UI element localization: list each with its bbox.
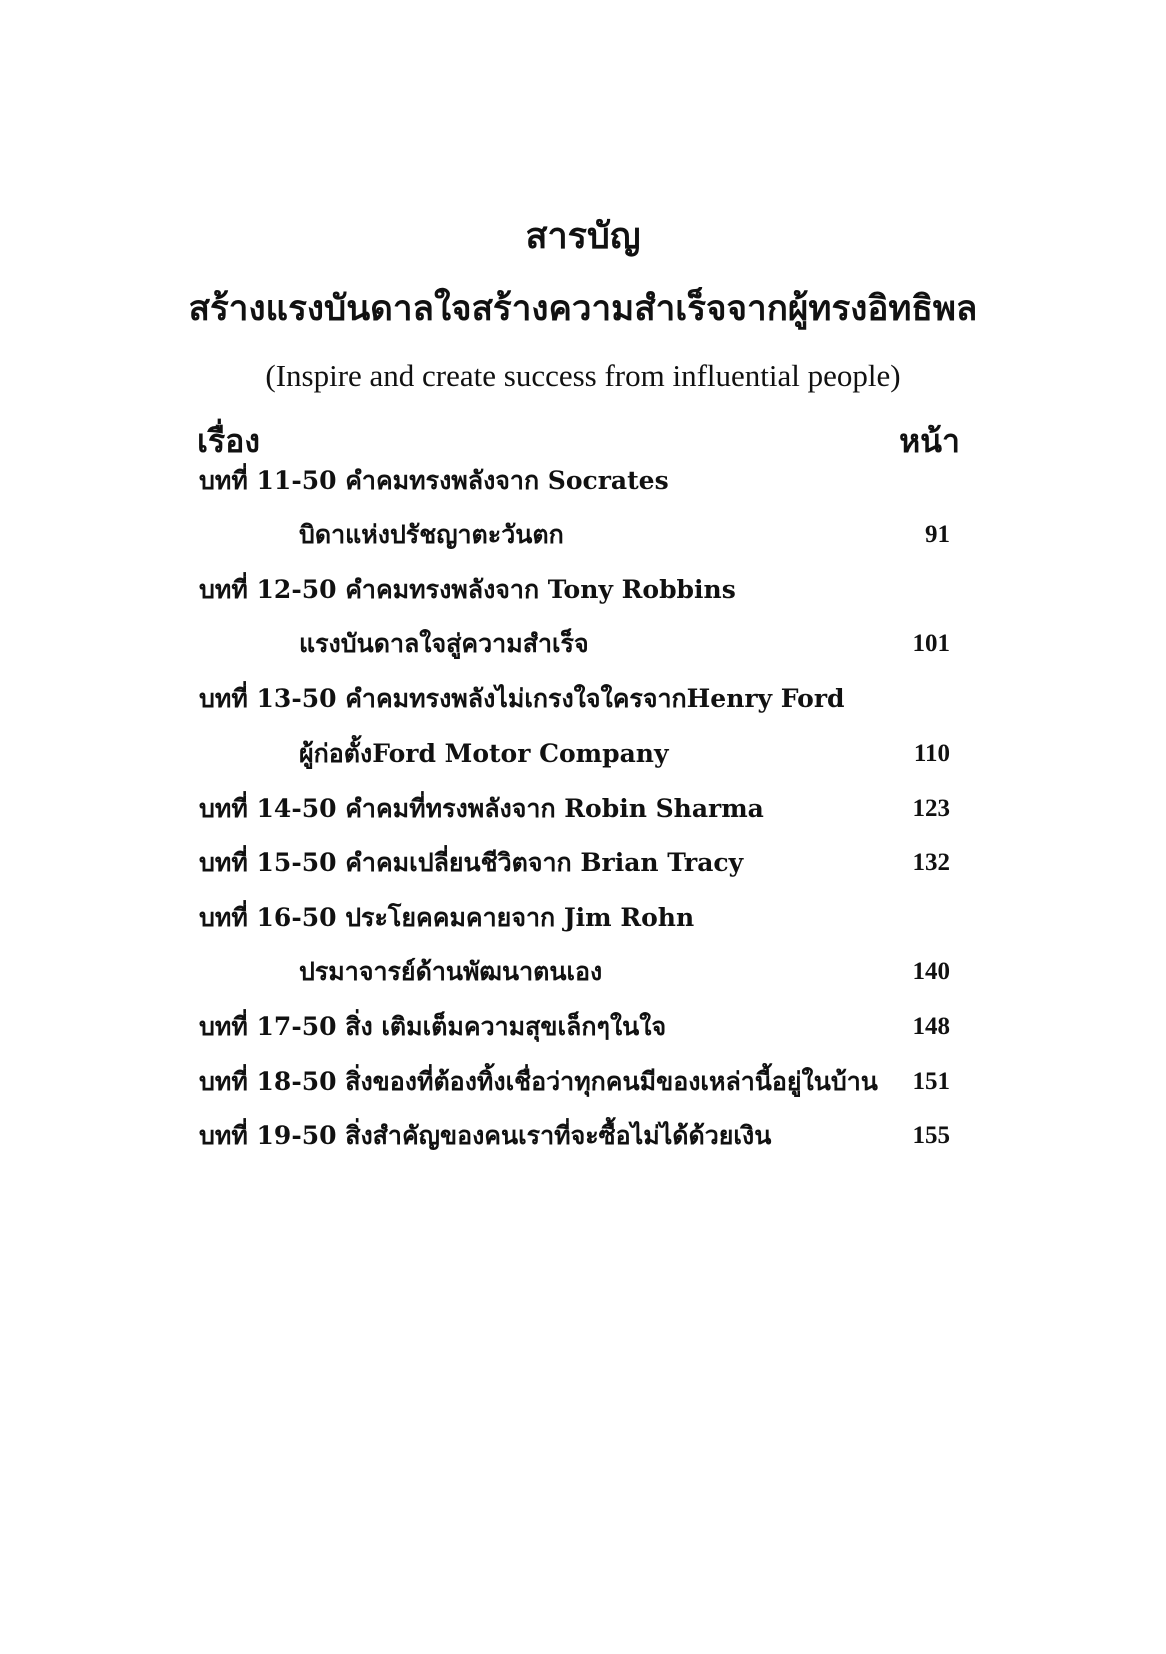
english-subtitle: (Inspire and create success from influential people) — [265, 358, 901, 393]
toc-entry — [0, 898, 1166, 938]
page-title: สารบัญ — [525, 215, 641, 257]
toc-entry-page: 140 — [912, 958, 950, 985]
toc-entry-text: บทที่ 14-50 คำคมที่ทรงพลังจาก Robin Sharma — [199, 794, 764, 823]
page-column-header: หน้า — [899, 422, 960, 460]
toc-entry-text: แรงบันดาลใจสู่ความสำเร็จ — [299, 629, 589, 658]
toc-entry-page: 155 — [912, 1122, 950, 1149]
toc-entry-page: 91 — [925, 521, 950, 548]
toc-entry-page: 132 — [912, 849, 950, 876]
toc-entry — [0, 515, 1166, 555]
toc-entry-page: 151 — [912, 1068, 950, 1095]
toc-entry — [0, 734, 1166, 774]
toc-entry-text: บทที่ 18-50 สิ่งของที่ต้องทิ้งเชื่อว่าทุกคนมีของเหล่านี้อยู่ในบ้าน — [199, 1067, 878, 1096]
toc-entry — [0, 843, 1166, 883]
toc-entry — [0, 461, 1166, 501]
toc-entry-text: บทที่ 15-50 คำคมเปลี่ยนชีวิตจาก Brian Tracy — [199, 848, 744, 877]
toc-entry-text: ปรมาจารย์ด้านพัฒนาตนเอง — [299, 957, 603, 986]
toc-entry — [0, 1116, 1166, 1156]
toc-entry-page: 101 — [912, 630, 950, 657]
toc-entry — [0, 1007, 1166, 1047]
toc-entry — [0, 679, 1166, 719]
toc-entry — [0, 624, 1166, 664]
toc-entry-page: 148 — [912, 1013, 950, 1040]
toc-entry-text: บทที่ 12-50 คำคมทรงพลังจาก Tony Robbins — [199, 575, 736, 604]
toc-entry — [0, 789, 1166, 829]
toc-entry — [0, 570, 1166, 610]
toc-entry — [0, 1062, 1166, 1102]
toc-entry-text: บิดาแห่งปรัชญาตะวันตก — [299, 520, 564, 549]
toc-entry-text: บทที่ 17-50 สิ่ง เติมเต็มความสุขเล็กๆในใจ — [199, 1012, 667, 1041]
toc-entry-page: 123 — [912, 795, 950, 822]
toc-entry-page: 110 — [913, 740, 950, 767]
toc-entry-text: บทที่ 16-50 ประโยคคมคายจาก Jim Rohn — [199, 903, 695, 932]
toc-entry-text: บทที่ 19-50 สิ่งสำคัญของคนเราที่จะซื้อไม่ได้ด้วยเงิน — [199, 1121, 772, 1150]
toc-entry-text: ผู้ก่อตั้งFord Motor Company — [299, 739, 669, 768]
toc-entry-text: บทที่ 11-50 คำคมทรงพลังจาก Socrates — [199, 466, 669, 495]
toc-entry-text: บทที่ 13-50 คำคมทรงพลังไม่เกรงใจใครจากHenry Ford — [199, 684, 845, 713]
topic-column-header: เรื่อง — [197, 422, 260, 460]
book-subtitle: สร้างแรงบันดาลใจสร้างความสำเร็จจากผู้ทรงอิทธิพล — [188, 288, 978, 329]
toc-entry — [0, 952, 1166, 992]
